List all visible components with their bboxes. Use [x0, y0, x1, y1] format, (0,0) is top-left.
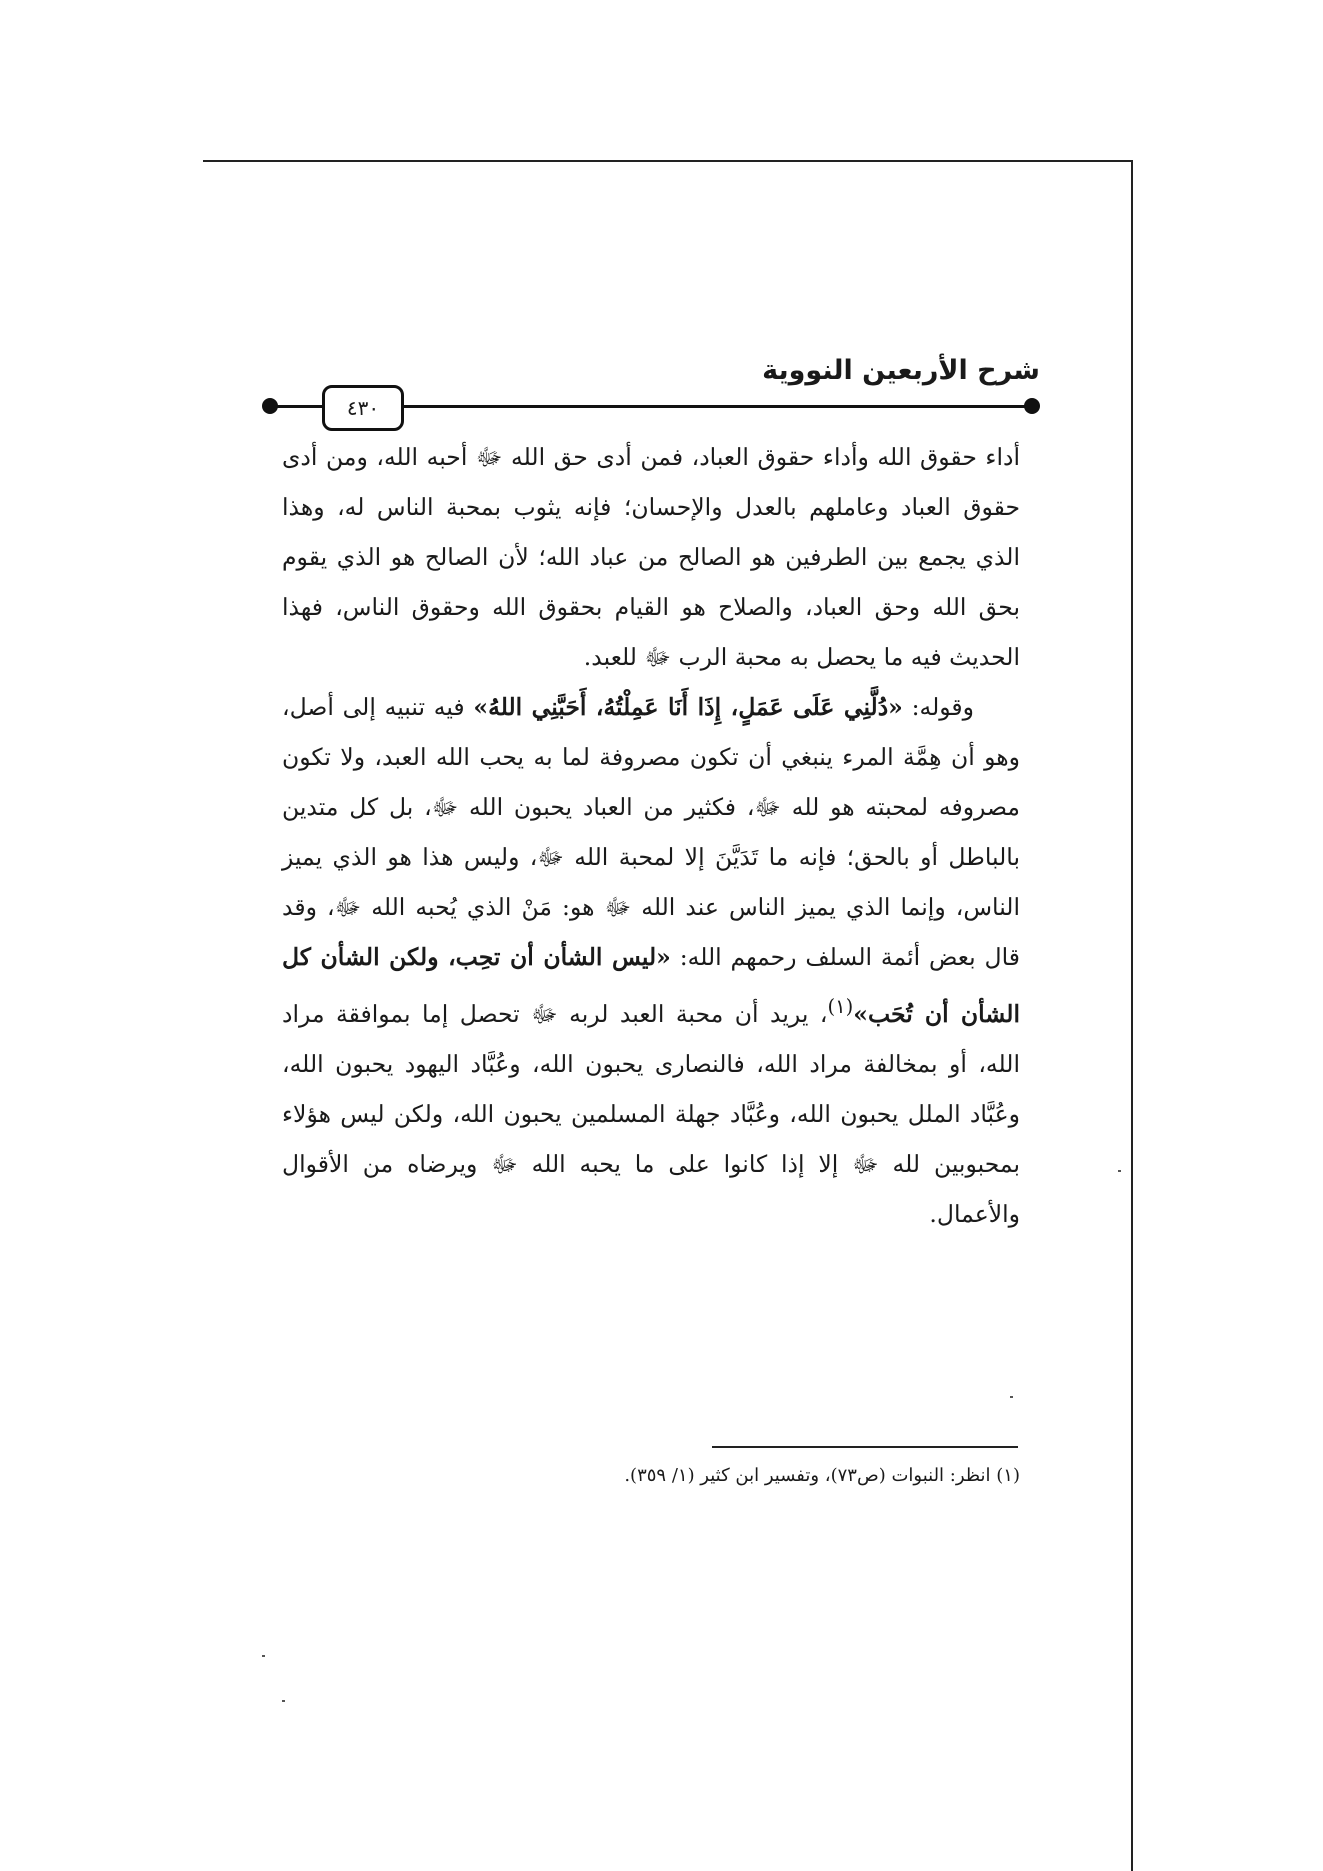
text-run: وقوله:	[902, 693, 975, 721]
paragraph: أداء حقوق الله وأداء حقوق العباد، فمن أدى حق الله ﷻ أحبه الله، ومن أدى حقوق العباد وعاملهم بالعدل والإحسان؛ فإنه يثوب بمحبة الناس له، وهذا الذي يجمع بين الطرفين هو الصالح من عباد الله؛ لأن الصالح هو الذي يقوم بحق الله وحق العباد، والصلاح هو القيام بحقوق الله وحقوق الناس، فهذا الحديث فيه ما يحصل به محبة الرب ﷻ للعبد.	[282, 443, 1020, 671]
scan-frame-right-line	[1131, 160, 1133, 1871]
scan-frame-top-line	[203, 160, 1133, 162]
footnote-1: (١) انظر: النبوات (ص٧٣)، وتفسير ابن كثير (١/ ٣٥٩).	[624, 1465, 1020, 1486]
scan-speck	[1118, 1170, 1121, 1172]
paragraph	[282, 682, 1020, 1239]
scan-speck	[262, 1655, 265, 1657]
book-title: شرح الأربعين النووية	[762, 355, 1040, 386]
scan-speck	[282, 1700, 285, 1702]
text-run: ، يريد أن محبة العبد لربه ﷻ تحصل إما بموافقة مراد الله، أو بمخالفة مراد الله، فالنصارى يحبون الله، وعُبَّاد اليهود يحبون الله، وعُبَّاد الملل يحبون الله، وعُبَّاد جهلة المسلمين يحبون الله، ولكن ليس هؤلاء بمحبوبين لله ﷻ إلا إذا كانوا على ما يحبه الله ﷻ ويرضاه من الأقوال والأعمال.	[282, 999, 1020, 1228]
footnote-ref[interactable]: (١)	[827, 995, 854, 1018]
scan-speck	[1010, 1396, 1013, 1398]
header-ornament-dot	[1024, 398, 1040, 414]
salaf-saying: «ليس الشأن أن تحِب، ولكن الشأن كل الشأن أن تُحَب»	[282, 943, 1020, 1028]
text-run: فيه تنبيه إلى أصل، وهو أن هِمَّة المرء ينبغي أن تكون مصروفة لما به يحب الله العبد، ولا تكون مصروفه لمحبته هو لله ﷻ، فكثير من العباد يحبون الله ﷻ، بل كل متدين بالباطل أو بالحق؛ فإنه ما تَدَيَّنَ إلا لمحبة الله ﷻ، وليس هذا هو الذي يميز الناس، وإنما الذي يميز الناس عند الله ﷻ هو: مَنْ الذي يُحبه الله ﷻ، وقد قال بعض أئمة السلف رحمهم الله:	[282, 693, 1020, 971]
hadith-quote: «دُلَّنِي عَلَى عَمَلٍ، إِذَا أَنَا عَمِلْتُهُ، أَحَبَّنِي اللهُ»	[473, 693, 903, 721]
main-text	[282, 432, 1020, 1239]
header-ornament-dot	[262, 398, 278, 414]
footnote-separator	[712, 1446, 1018, 1448]
page-number: ٤٣٠	[322, 385, 404, 431]
